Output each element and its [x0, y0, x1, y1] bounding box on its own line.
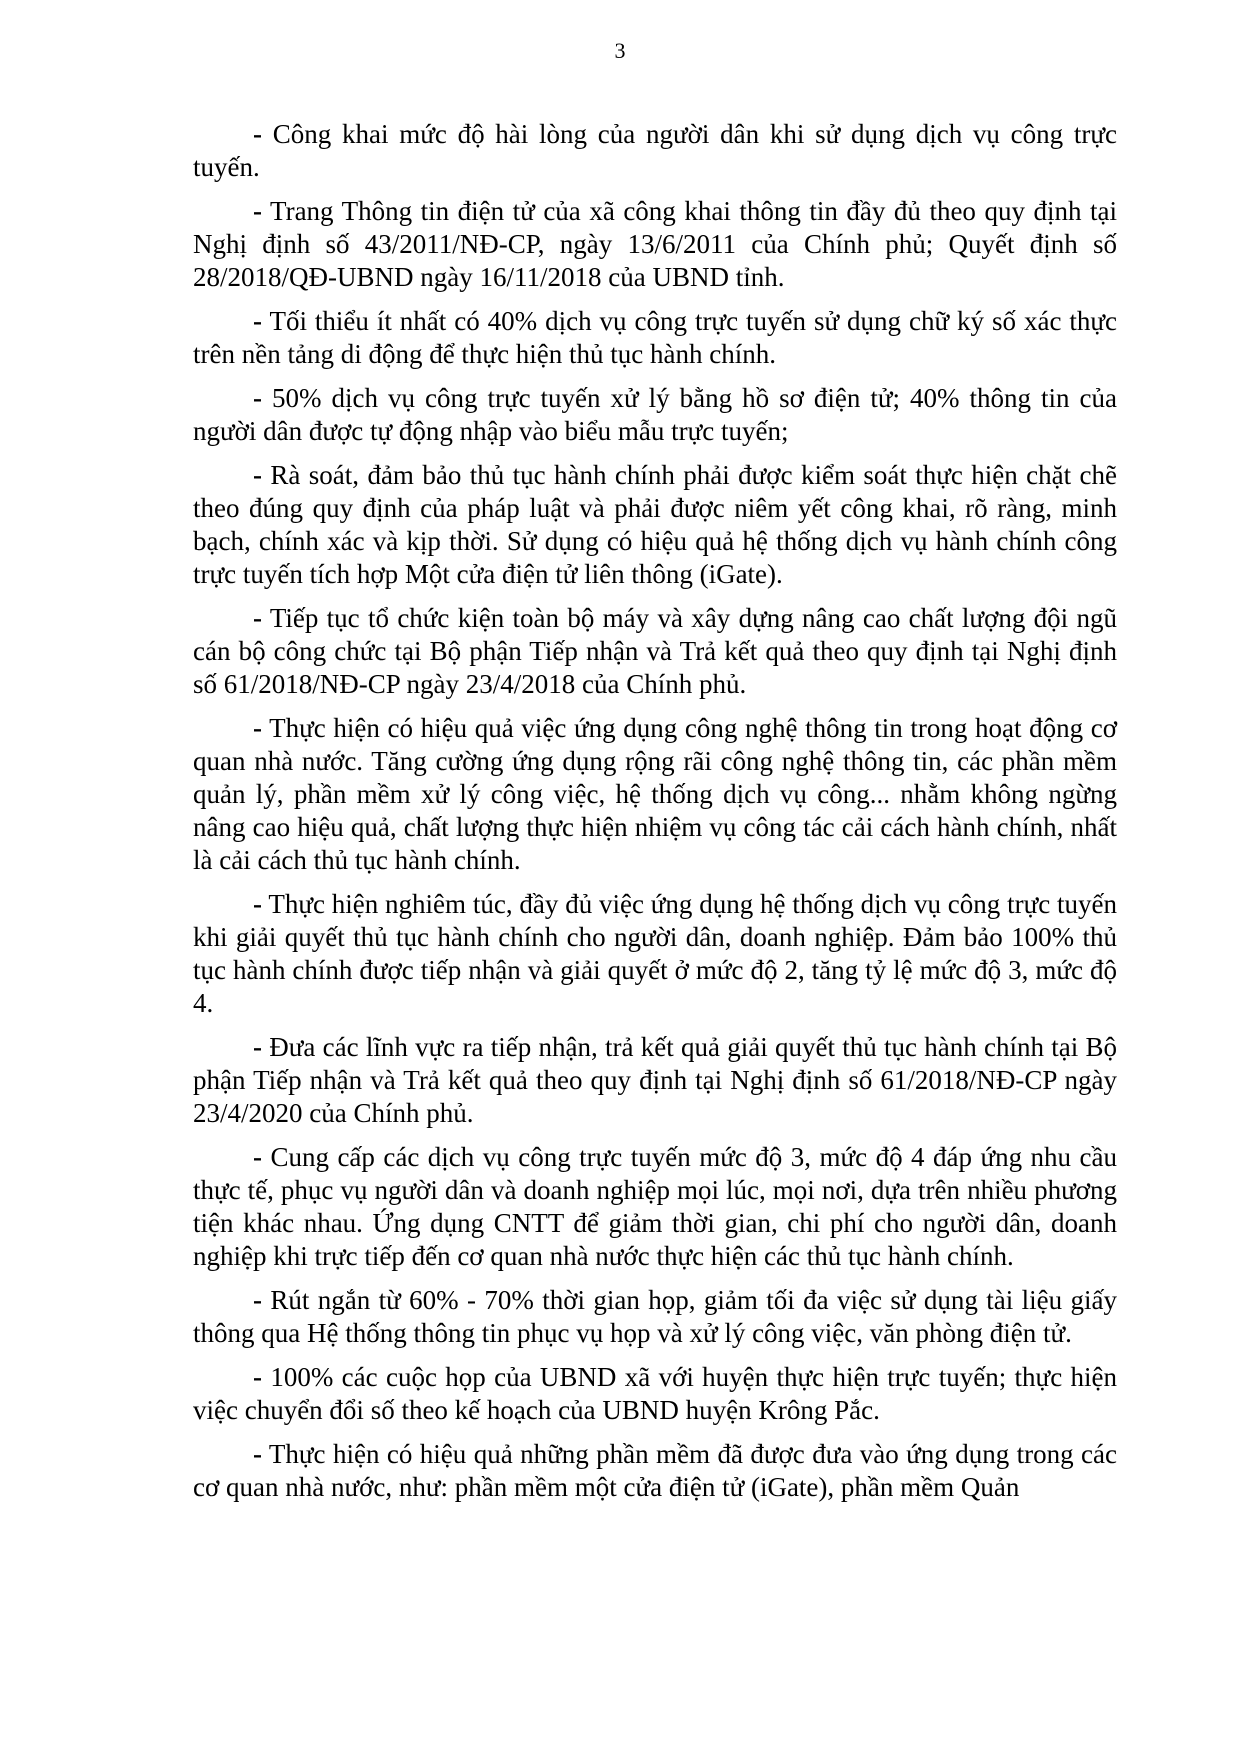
paragraph-text: Rút ngắn từ 60% - 70% thời gian họp, giảm tối đa việc sử dụng tài liệu giấy thông qua Hệ thống thông tin phục vụ họp và xử lý công việc, văn phòng điện tử. — [193, 1285, 1117, 1348]
bullet-dash: - — [253, 1362, 262, 1392]
bullet-dash: - — [253, 713, 262, 743]
bullet-dash: - — [253, 603, 262, 633]
bullet-dash: - — [253, 1439, 262, 1469]
paragraph-text: Cung cấp các dịch vụ công trực tuyến mức độ 3, mức độ 4 đáp ứng nhu cầu thực tế, phục vụ người dân và doanh nghiệp mọi lúc, mọi nơi, dựa trên nhiều phương tiện khác nhau. Ứng dụng CNTT để giảm thời gian, chi phí cho người dân, doanh nghiệp khi trực tiếp đến cơ quan nhà nước thực hiện các thủ tục hành chính. — [193, 1142, 1117, 1271]
paragraph — [193, 382, 1117, 448]
paragraph-text: Thực hiện có hiệu quả việc ứng dụng công nghệ thông tin trong hoạt động cơ quan nhà nước. Tăng cường ứng dụng rộng rãi công nghệ thông tin, các phần mềm quản lý, phần mềm xử lý công việc, hệ thống dịch vụ công... nhằm không ngừng nâng cao hiệu quả, chất lượng thực hiện nhiệm vụ công tác cải cách hành chính, nhất là cải cách thủ tục hành chính. — [193, 713, 1117, 875]
paragraph-text: Rà soát, đảm bảo thủ tục hành chính phải được kiểm soát thực hiện chặt chẽ theo đúng quy định của pháp luật và phải được niêm yết công khai, rõ ràng, minh bạch, chính xác và kịp thời. Sử dụng có hiệu quả hệ thống dịch vụ hành chính công trực tuyến tích hợp Một cửa điện tử liên thông (iGate). — [193, 460, 1117, 589]
paragraph — [193, 1361, 1117, 1427]
paragraph-text: Thực hiện có hiệu quả những phần mềm đã được đưa vào ứng dụng trong các cơ quan nhà nước, như: phần mềm một cửa điện tử (iGate), phần mềm Quản — [193, 1439, 1117, 1502]
bullet-dash: - — [253, 1032, 262, 1062]
paragraph-text: Tiếp tục tổ chức kiện toàn bộ máy và xây dựng nâng cao chất lượng đội ngũ cán bộ công chức tại Bộ phận Tiếp nhận và Trả kết quả theo quy định tại Nghị định số 61/2018/NĐ-CP ngày 23/4/2018 của Chính phủ. — [193, 603, 1117, 699]
bullet-dash: - — [253, 196, 262, 226]
paragraph-text: Công khai mức độ hài lòng của người dân khi sử dụng dịch vụ công trực tuyến. — [193, 119, 1117, 182]
bullet-dash: - — [253, 460, 262, 490]
bullet-dash: - — [253, 383, 262, 413]
paragraph-text: 100% các cuộc họp của UBND xã với huyện thực hiện trực tuyến; thực hiện việc chuyển đổi số theo kế hoạch của UBND huyện Krông Pắc. — [193, 1362, 1117, 1425]
bullet-dash: - — [253, 889, 262, 919]
paragraph — [193, 712, 1117, 877]
bullet-dash: - — [253, 1285, 262, 1315]
paragraph — [193, 118, 1117, 184]
bullet-dash: - — [253, 306, 262, 336]
paragraph-text: Tối thiểu ít nhất có 40% dịch vụ công trực tuyến sử dụng chữ ký số xác thực trên nền tảng di động để thực hiện thủ tục hành chính. — [193, 306, 1117, 369]
paragraph-text: Trang Thông tin điện tử của xã công khai thông tin đầy đủ theo quy định tại Nghị định số 43/2011/NĐ-CP, ngày 13/6/2011 của Chính phủ; Quyết định số 28/2018/QĐ-UBND ngày 16/11/2018 của UBND tỉnh. — [193, 196, 1117, 292]
paragraph — [193, 195, 1117, 294]
bullet-dash: - — [253, 119, 262, 149]
bullet-dash: - — [253, 1142, 262, 1172]
paragraph-text: Thực hiện nghiêm túc, đầy đủ việc ứng dụng hệ thống dịch vụ công trực tuyến khi giải quyết thủ tục hành chính cho người dân, doanh nghiệp. Đảm bảo 100% thủ tục hành chính được tiếp nhận và giải quyết ở mức độ 2, tăng tỷ lệ mức độ 3, mức độ 4. — [193, 889, 1117, 1018]
paragraph — [193, 1141, 1117, 1273]
paragraph — [193, 1438, 1117, 1504]
paragraph — [193, 1031, 1117, 1130]
document-body — [193, 118, 1117, 1515]
paragraph-text: Đưa các lĩnh vực ra tiếp nhận, trả kết quả giải quyết thủ tục hành chính tại Bộ phận Tiếp nhận và Trả kết quả theo quy định tại Nghị định số 61/2018/NĐ-CP ngày 23/4/2020 của Chính phủ. — [193, 1032, 1117, 1128]
paragraph — [193, 602, 1117, 701]
paragraph-text: 50% dịch vụ công trực tuyến xử lý bằng hồ sơ điện tử; 40% thông tin của người dân được tự động nhập vào biểu mẫu trực tuyến; — [193, 383, 1117, 446]
page-number: 3 — [614, 38, 626, 63]
paragraph — [193, 459, 1117, 591]
paragraph — [193, 1284, 1117, 1350]
paragraph — [193, 888, 1117, 1020]
paragraph — [193, 305, 1117, 371]
